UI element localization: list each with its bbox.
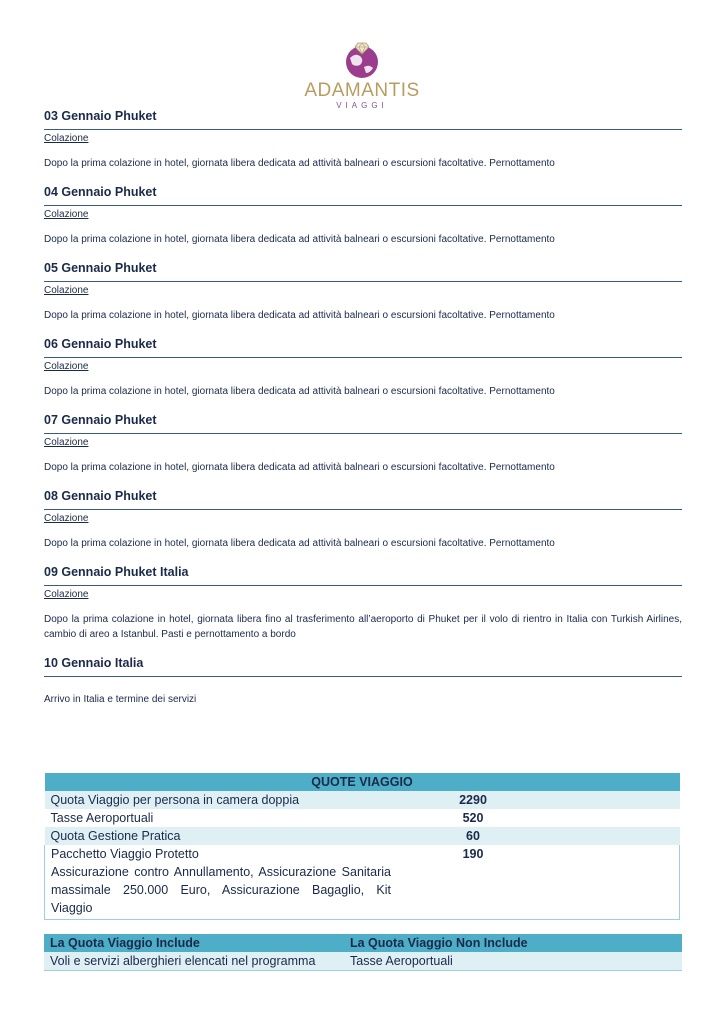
quote-table-header: QUOTE VIAGGIO	[45, 773, 680, 791]
day-section	[44, 184, 682, 247]
quote-label: Quota Gestione Pratica	[45, 827, 398, 845]
quote-value: 190	[397, 845, 549, 920]
day-section	[44, 108, 682, 171]
company-logo	[300, 40, 424, 111]
day-section	[44, 488, 682, 551]
meal-info: Colazione	[44, 513, 89, 524]
exclude-item: Tasse Aeroportuali	[344, 952, 682, 971]
day-title: 08 Gennaio Phuket	[44, 488, 682, 510]
quote-value: 520	[397, 809, 549, 827]
quote-label: Pacchetto Viaggio Protetto	[51, 847, 199, 861]
meal-info: Colazione	[44, 133, 89, 144]
quote-label: Tasse Aeroportuali	[45, 809, 398, 827]
day-title: 07 Gennaio Phuket	[44, 412, 682, 434]
day-section	[44, 260, 682, 323]
inclusions-table	[44, 934, 682, 971]
include-header: La Quota Viaggio Include	[44, 934, 344, 952]
day-title: 05 Gennaio Phuket	[44, 260, 682, 282]
day-section	[44, 655, 682, 707]
meal-info: Colazione	[44, 209, 89, 220]
quote-value: 60	[397, 827, 549, 845]
day-title: 06 Gennaio Phuket	[44, 336, 682, 358]
day-description: Dopo la prima colazione in hotel, giornata libera dedicata ad attività balneari o escursioni facoltative. Pernottamento	[44, 462, 555, 473]
day-title: 04 Gennaio Phuket	[44, 184, 682, 206]
day-title: 03 Gennaio Phuket	[44, 108, 682, 130]
meal-info: Colazione	[44, 589, 89, 600]
day-section	[44, 336, 682, 399]
quote-label: Quota Viaggio per persona in camera doppia	[45, 791, 398, 809]
quote-value: 2290	[397, 791, 549, 809]
itinerary	[44, 108, 682, 707]
meal-info: Colazione	[44, 285, 89, 296]
day-description: Dopo la prima colazione in hotel, giornata libera dedicata ad attività balneari o escursioni facoltative. Pernottamento	[44, 158, 555, 169]
meal-info: Colazione	[44, 437, 89, 448]
day-description: Dopo la prima colazione in hotel, giornata libera dedicata ad attività balneari o escursioni facoltative. Pernottamento	[44, 538, 555, 549]
day-description: Dopo la prima colazione in hotel, giornata libera dedicata ad attività balneari o escursioni facoltative. Pernottamento	[44, 386, 555, 397]
quote-table	[44, 773, 680, 920]
logo-text: ADAMANTIS	[304, 80, 420, 101]
day-title: 09 Gennaio Phuket Italia	[44, 564, 682, 586]
globe-icon	[342, 40, 382, 80]
day-description: Dopo la prima colazione in hotel, giornata libera dedicata ad attività balneari o escursioni facoltative. Pernottamento	[44, 310, 555, 321]
day-section	[44, 412, 682, 475]
logo-subtext: VIAGGI	[336, 101, 388, 110]
exclude-header: La Quota Viaggio Non Include	[344, 934, 682, 952]
insurance-note: Assicurazione contro Annullamento, Assicurazione Sanitaria massimale 250.000 Euro, Assicurazione Bagaglio, Kit Viaggio	[51, 865, 391, 915]
include-item: Voli e servizi alberghieri elencati nel programma	[44, 952, 344, 971]
meal-info: Colazione	[44, 361, 89, 372]
day-description: Arrivo in Italia e termine dei servizi	[44, 694, 197, 705]
day-title: 10 Gennaio Italia	[44, 655, 682, 677]
day-section	[44, 564, 682, 642]
day-description: Dopo la prima colazione in hotel, giornata libera dedicata ad attività balneari o escursioni facoltative. Pernottamento	[44, 234, 555, 245]
day-description: Dopo la prima colazione in hotel, giornata libera fino al trasferimento all’aeroporto di Phuket per il volo di rientro in Italia con Turkish Airlines, cambio di areo a Istanbul. Pasti e pernottamento a bordo	[44, 614, 682, 640]
